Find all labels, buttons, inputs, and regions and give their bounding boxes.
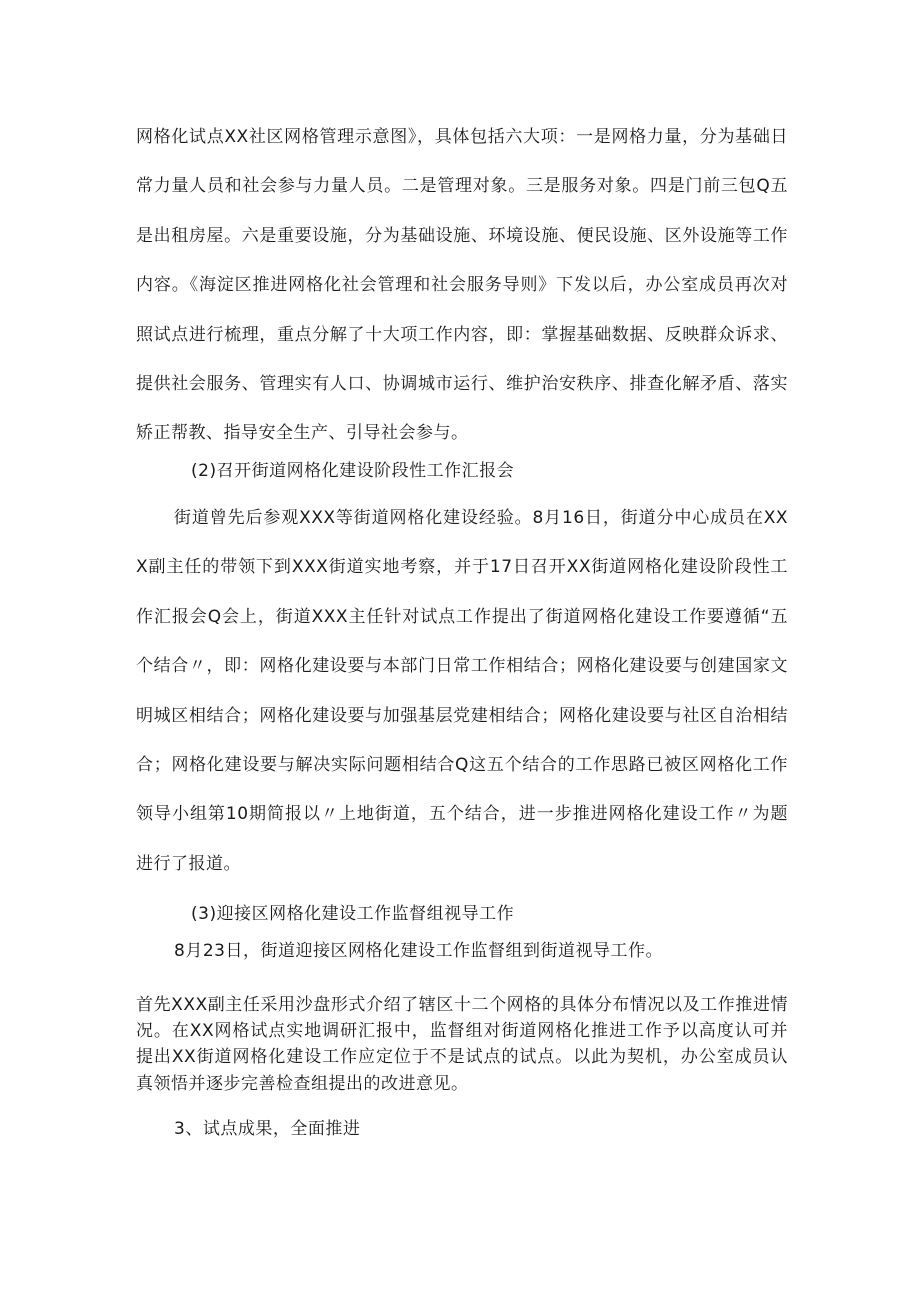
section-heading-2: (2)召开街道网格化建设阶段性工作汇报会 (191, 461, 515, 481)
section-heading-pilot-results: 3、试点成果，全面推进 (174, 1119, 361, 1139)
section-heading-3: (3)迎接区网格化建设工作监督组视导工作 (191, 904, 515, 924)
paragraph-work-report-meeting: 街道曾先后参观XXX等街道网格化建设经验。8月16日，街道分中心成员在XXX副主任的带领下到XXX街道实地考察，并于17日召开XX街道网格化建设阶段性工作汇报会Q会上，街道XXX主任针对试点工作提出了街道网格化建设工作要遵循“五个结合〃，即：网格化建设要与本部门日常工作相结合；网格化建设要与创建国家文明城区相结合；网格化建设要与加强基层党建相结合；网格化建设要与社区自治相结合；网格化建设要与解决实际问题相结合Q这五个结合的工作思路已被区网格化工作领导小组第10期简报以〃上地街道，五个结合，进一步推进网格化建设工作〃为题进行了报道。 (136, 508, 788, 874)
paragraph-inspection-date: 8月23日，街道迎接区网格化建设工作监督组到街道视导工作。 (174, 941, 663, 961)
paragraph-grid-pilot-contents: 网格化试点XX社区网格管理示意图》，具体包括六大项：一是网格力量，分为基础日常力量人员和社会参与力量人员。二是管理对象。三是服务对象。四是门前三包Q五是出租房屋。六是重要设施，分为基础设施、环境设施、便民设施、区外设施等工作内容。《海淀区推进网格化社会管理和社会服务导则》下发以后，办公室成员再次对照试点进行梳理，重点分解了十大项工作内容，即：掌握基础数据、反映群众诉求、提供社会服务、管理实有人口、协调城市运行、维护治安秩序、排查化解矛盾、落实矫正帮教、指导安全生产、引导社会参与。 (136, 127, 788, 444)
paragraph-inspection-details: 首先XXX副主任采用沙盘形式介绍了辖区十二个网格的具体分布情况以及工作推进情况。在XX网格试点实地调研汇报中，监督组对街道网格化推进工作予以高度认可并提出XX街道网格化建设工作应定位于不是试点的试点。以此为契机，办公室成员认真领悟并逐步完善检查组提出的改进意见。 (136, 995, 788, 1094)
